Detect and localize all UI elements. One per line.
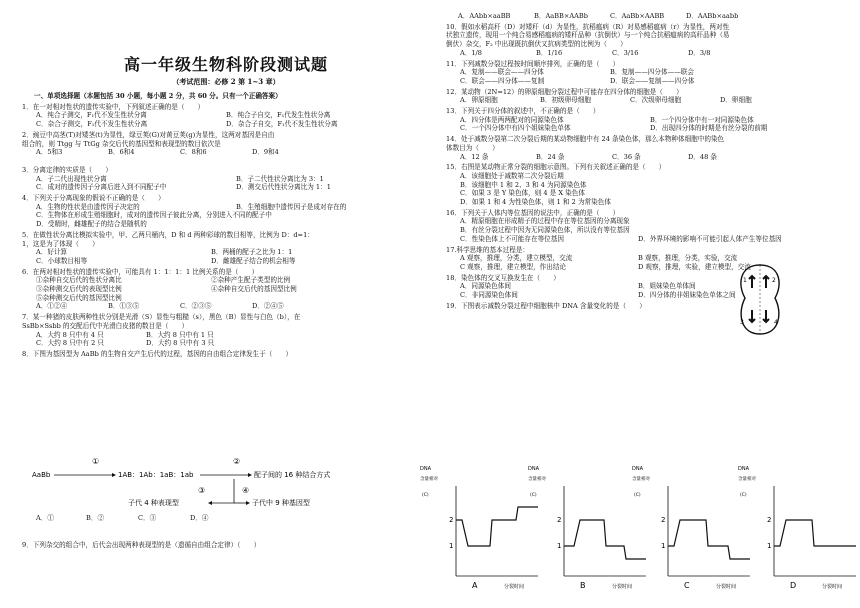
option-c[interactable]: C．小球数目相等	[36, 256, 88, 265]
question-10	[446, 23, 851, 58]
statement-4: ④杂种自交后代的基因型比例	[211, 285, 297, 294]
gamete-flow-diagram	[30, 455, 330, 517]
question-stem-cont: 状独立遗传，现用一个纯合易感稻瘟病的矮秆品种（抗倒伏）与一个纯合抗稻瘟病的高秆品种（易	[446, 31, 730, 40]
tick-label-1: 1	[449, 542, 454, 550]
option-row	[22, 285, 430, 294]
option-d[interactable]: D．48 条	[688, 152, 717, 161]
option-b[interactable]: B．一个四分体中有一对同源染色体	[650, 115, 754, 124]
y-axis-unit: (C)	[422, 493, 429, 498]
option-c[interactable]: C．联会——四分体——复制	[460, 76, 545, 85]
option-c[interactable]: C．非同源染色体间	[460, 291, 518, 300]
option-c[interactable]: C．3/16	[612, 48, 639, 57]
option-row	[446, 263, 851, 272]
question-15	[446, 163, 851, 207]
option-row	[446, 172, 851, 181]
option-d[interactable]: D．测交后代性状分离比为 1：1	[236, 183, 331, 192]
tick-label-2: 2	[661, 516, 666, 524]
chromosome-4-icon	[763, 310, 769, 322]
option-a[interactable]: A．同源染色体间	[460, 282, 511, 291]
question-11	[446, 60, 851, 86]
option-row	[446, 254, 851, 263]
question-stem-cont: SsBb×Ssbb 的交配后代中光滑白皮猪的数目是（ ）	[22, 321, 189, 330]
question-4	[22, 194, 430, 229]
option-b[interactable]: B．AaBB×AABb	[534, 12, 588, 20]
option-d[interactable]: D．AABb×aabb	[686, 12, 739, 20]
question-5	[22, 231, 430, 266]
y-axis-unit: (C)	[634, 493, 641, 498]
option-c[interactable]: C．性染色体上不可能存在等位基因	[460, 234, 564, 243]
left-column	[22, 92, 430, 359]
y-axis-label: 含量相对	[738, 477, 756, 482]
option-a[interactable]: A．纯合子测交，F₁代不发生性状分离	[36, 111, 147, 120]
option-row	[22, 302, 430, 311]
option-row	[446, 77, 851, 86]
question-8-options	[36, 514, 208, 523]
option-a[interactable]: A．卵原细胞	[460, 96, 498, 105]
option-a[interactable]: A．生物的性状是由遗传因子决定的	[36, 202, 140, 211]
question-12	[446, 88, 851, 105]
option-a[interactable]: A．精原细胞在形成精子的过程中存在等位基因的分离现象	[460, 217, 630, 226]
option-a[interactable]: A．大约 8 只中有 4 只	[36, 330, 104, 339]
option-a[interactable]: A．AAbb×aaBB	[458, 12, 511, 20]
step-2-marker: ②	[233, 457, 241, 466]
statement-5: ⑤杂种测交后代的基因型比例	[36, 293, 122, 302]
option-c[interactable]: C．36 条	[612, 152, 641, 161]
chromosome-label-1: 1	[743, 277, 747, 284]
question-stem: 15．右图是某动物正常分裂的细胞示意图。下列有关叙述正确的是（ ）	[446, 163, 666, 172]
option-b[interactable]: B．1/16	[536, 48, 563, 57]
question-stem: 4．下列关于分离现象的假说不正确的是（ ）	[22, 194, 165, 203]
question-13	[446, 107, 851, 133]
option-b[interactable]: B．两桶的配子之比为 1：1	[211, 248, 293, 257]
tick-label-2: 2	[557, 516, 562, 524]
page-title: 高一年级生物科阶段测试题	[123, 55, 328, 74]
chromosome-3-icon	[749, 310, 755, 322]
parent-genotype: AaBb	[32, 471, 51, 479]
option-d[interactable]: D．大约 8 只中有 3 只	[146, 339, 215, 348]
x-axis-label: 分裂时间	[822, 584, 843, 590]
option-c[interactable]: C．如果 3 是 Y 染色体，则 4 是 X 染色体	[460, 189, 585, 198]
arrowhead-1-icon	[112, 473, 116, 477]
option-d[interactable]: D．出现四分体的时期是有丝分裂的前期	[650, 124, 768, 133]
option-b[interactable]: B．生殖细胞中遗传因子是成对存在的	[236, 202, 347, 211]
tick-label-1: 1	[661, 542, 666, 550]
offspring-genotypes: 子代中 9 种基因型	[252, 499, 310, 507]
question-stem: 12．某动物（2N=12）的卵原细胞分裂过程中可能存在四分体的细胞是（ ）	[446, 87, 683, 96]
offspring-phenotypes: 子代 4 种表现型	[128, 499, 179, 507]
option-a[interactable]: A 观察，推理，分类，建立模型，交流	[460, 254, 573, 263]
graph-label: A	[472, 581, 478, 590]
option-row	[22, 211, 430, 220]
step-1-marker: ①	[92, 457, 100, 466]
option-d[interactable]: D．受精时，雌雄配子的结合是随机的	[36, 220, 147, 229]
option-c[interactable]: C．AaBb×AABB	[610, 12, 665, 20]
option-b[interactable]: B．6和4	[108, 148, 135, 157]
question-stem: 13．下列关于四分体的叙述中，不正确的是（ ）	[446, 107, 600, 116]
option-c[interactable]: C．次级卵母细胞	[630, 96, 682, 105]
option-b[interactable]: B．大约 8 只中有 1 只	[146, 330, 214, 339]
graph-label: B	[580, 581, 586, 590]
question-stem: 10．假如水稻高秆（D）对矮秆（d）为显性，抗稻瘟病（R）对易感稻瘟病（r）为显性，两对性	[446, 22, 730, 31]
y-axis-label: DNA	[632, 466, 644, 472]
x-axis-label: 分裂时间	[504, 584, 525, 590]
question-stem: 2．豌豆中高茎(T)对矮茎(t)为显性，绿豆荚(G)对黄豆荚(g)为显性，这两对基因是自由	[22, 130, 275, 139]
option-d[interactable]: D．④	[190, 514, 209, 522]
question-stem: 3．分离定律的实质是（ ）	[22, 165, 112, 174]
right-column	[446, 12, 851, 311]
question-stem: 6．在两对相对性状的遗传实验中，可能具有 1：1：1：1 比例关系的是（ ）	[22, 267, 259, 276]
statement-3: ③杂种测交后代的表现型比例	[36, 285, 122, 294]
question-9-options	[446, 12, 851, 21]
option-a[interactable]: A．该细胞处于减数第二次分裂后期	[460, 171, 564, 180]
option-d[interactable]: D．四分体的非姐妹染色单体之间	[638, 291, 736, 300]
option-b[interactable]: B．初级卵母细胞	[540, 96, 592, 105]
question-stem: 17.科学思维的基本过程是：	[446, 245, 530, 254]
question-stem-cont: 体数目为（ ）	[446, 143, 499, 152]
option-row	[22, 294, 430, 303]
statement-2: ②杂种产生配子类型的比例	[211, 276, 291, 285]
option-c[interactable]: C．杂合子测交，F₁代不发生性状分离	[36, 120, 148, 129]
option-row	[446, 226, 851, 235]
y-axis-unit: (C)	[530, 493, 537, 498]
option-row	[22, 331, 430, 340]
option-row	[22, 183, 430, 192]
option-d[interactable]: D．如果 1 和 4 为性染色体，则 1 和 2 为常染色体	[460, 198, 611, 207]
option-row	[446, 217, 851, 226]
option-row	[22, 220, 430, 229]
option-row	[22, 248, 430, 257]
question-6	[22, 268, 430, 312]
y-axis-unit: (C)	[740, 493, 747, 498]
question-14	[446, 135, 851, 161]
option-a[interactable]: A．子二代出现性状分离	[36, 174, 107, 183]
option-row	[446, 291, 851, 300]
question-16	[446, 209, 851, 244]
option-row	[22, 111, 430, 120]
question-18	[446, 274, 851, 300]
option-b[interactable]: B．姐妹染色单体间	[638, 282, 696, 291]
arrowhead-3-icon	[208, 501, 212, 505]
question-9-stem: 9．下列杂交的组合中，后代会出现两种表现型的是（遗循自由组合定律）（ ）	[22, 541, 261, 549]
option-row	[446, 68, 851, 77]
option-a[interactable]: A．5和3	[36, 148, 63, 157]
question-stem: 14．处于减数分裂第二次分裂后期的某动物细胞中有 24 条染色体，那么本物种体细胞中的染色	[446, 135, 725, 144]
option-d[interactable]: D．②④⑤	[252, 302, 284, 311]
option-a[interactable]: A．①	[36, 514, 54, 522]
option-row	[446, 235, 851, 244]
option-a[interactable]: A．复制——联会——四分体	[460, 68, 544, 77]
chromosome-1-icon	[749, 276, 755, 288]
question-17	[446, 246, 851, 272]
dna-content-graphs	[416, 458, 856, 604]
option-row	[22, 257, 430, 266]
option-row	[446, 124, 851, 133]
cell-division-diagram	[735, 262, 785, 338]
option-d[interactable]: D 观察，推理，实验，建立模型，交流	[638, 262, 751, 271]
option-b[interactable]: B．纯合子自交，F₁代发生性状分离	[226, 111, 331, 120]
dna-curve	[774, 520, 856, 546]
option-a[interactable]: A．四分体是两两配对的同源染色体	[460, 115, 564, 124]
option-b[interactable]: B．子二代性状分离比为 3：1	[236, 174, 324, 183]
gamete-ratio: 1AB：1Ab：1aB：1ab	[118, 471, 194, 479]
graph-label: D	[790, 581, 797, 590]
statement-1: ①杂种自交后代的性状分离比	[36, 276, 122, 285]
x-axis-label: 分裂时间	[716, 584, 737, 590]
question-stem: 1．在一对相对性状的遗传实验中，下列叙述正确的是（ ）	[22, 102, 205, 111]
question-8	[22, 350, 430, 359]
dna-curve	[456, 507, 538, 546]
option-b[interactable]: B．该细胞中 1 和 2、3 和 4 为同源染色体	[460, 180, 587, 189]
tick-label-2: 2	[767, 516, 772, 524]
option-b[interactable]: B．①③⑤	[108, 302, 140, 311]
option-row	[22, 120, 430, 129]
option-row	[446, 282, 851, 291]
option-row	[22, 276, 430, 285]
question-stem: 16．下列关于人体内等位基因的说法中，正确的是（ ）	[446, 208, 620, 217]
option-b[interactable]: B．复制——四分体——联会	[610, 68, 694, 77]
tick-label-1: 1	[557, 542, 562, 550]
option-a[interactable]: A．①②④	[36, 302, 68, 311]
option-d[interactable]: D．卵细胞	[720, 96, 752, 105]
option-row	[22, 339, 430, 348]
option-d[interactable]: D．3/8	[688, 48, 711, 57]
chromosome-label-3: 3	[740, 319, 744, 326]
question-stem: 8．下图为基因型为 AaBb 的生物自交产生后代的过程，基因的自由组合定律发生于（ ）	[22, 349, 293, 358]
question-19	[446, 302, 851, 311]
option-row	[22, 148, 430, 157]
option-c[interactable]: C．大约 8 只中有 2 只	[36, 339, 104, 348]
y-axis-label: 含量相对	[528, 477, 546, 482]
chromosome-label-4: 4	[774, 319, 778, 326]
option-b[interactable]: B．有丝分裂过程中因为无同源染色体，所以没有等位基因	[460, 226, 630, 235]
option-d[interactable]: D．外界环境的影响不可能引起人体产生等位基因	[638, 234, 782, 243]
question-2	[22, 131, 430, 157]
step-3-marker: ③	[198, 486, 206, 495]
y-axis-label: DNA	[738, 466, 750, 472]
dna-curve	[564, 520, 646, 559]
graph-label: C	[684, 581, 690, 590]
question-stem: 18．染色体的交叉互换发生在（ ）	[446, 273, 560, 282]
option-c[interactable]: C．②③⑤	[180, 302, 212, 311]
option-a[interactable]: A．好计算	[36, 248, 68, 257]
option-c[interactable]: C．成对的遗传因子分离后进入到不同配子中	[36, 183, 167, 192]
question-stem-cont: 组合的，则 Ttgg 与 TtGg 杂交后代的基因型和表现型的数目依次是	[22, 139, 221, 148]
option-c[interactable]: C．一个四分体中有四个姐妹染色单体	[460, 124, 571, 133]
option-b[interactable]: B 观察，推理，分类，实验，交流	[638, 254, 738, 263]
option-row	[446, 189, 851, 198]
question-1	[22, 103, 430, 129]
question-stem: 11．下列减数分裂过程按时间顺序排列，正确的是（ ）	[446, 59, 620, 68]
question-stem: 7．某一种猪的皮肤两种性状分别是光滑（S）显性与粗糙（s），黑色（B）显性与白色（b），在	[22, 313, 301, 322]
exam-scope: （考试范围：必修 2 第 1~3 章）	[172, 77, 280, 86]
option-d[interactable]: D．雌雄配子结合的机会相等	[211, 256, 296, 265]
step-4-marker: ④	[242, 486, 250, 495]
section-heading: 一、单项选择题（本题包括 30 小题，每小题 2 分，共 60 分。只有一个正确答案）	[34, 92, 282, 100]
dna-curve	[668, 520, 750, 559]
option-row	[446, 96, 851, 105]
option-c[interactable]: C．③	[138, 514, 157, 522]
y-axis-label: 含量相对	[632, 477, 650, 482]
option-row	[446, 49, 851, 58]
question-3	[22, 166, 430, 192]
option-c[interactable]: C．生物体在形成生殖细胞时，成对的遗传因子彼此分离，分别进入不同的配子中	[36, 211, 272, 220]
option-d[interactable]: D．联会——复制——四分体	[610, 76, 695, 85]
option-b[interactable]: B．②	[86, 514, 105, 522]
question-stem: 5．在做性状分离比模拟实验中，甲、乙两只桶内，D 和 d 两种彩球的数目相等，比例为 D：d=1：	[22, 230, 314, 239]
option-row	[446, 198, 851, 207]
question-7	[22, 313, 430, 348]
question-stem-cont: 1，这是为了体现（ ）	[22, 239, 99, 248]
gamete-combination: 配子间的 16 种结合方式	[254, 471, 330, 479]
arrowhead-2-icon	[248, 473, 252, 477]
option-d[interactable]: D．9和4	[252, 148, 279, 157]
question-stem-cont: 倒伏）杂交，F₂ 中出现既抗倒伏又抗病类型的比例为（ ）	[446, 40, 627, 49]
tick-label-1: 1	[767, 542, 772, 550]
option-a[interactable]: A．12 条	[460, 152, 489, 161]
question-stem: 19．下图表示减数分裂过程中细胞核中 DNA 含量变化的是（ ）	[446, 301, 646, 310]
option-row	[446, 153, 851, 162]
arrowhead-4-icon	[246, 501, 250, 505]
option-c[interactable]: C 观察，推理，建立模型，作出结论	[460, 262, 567, 271]
option-c[interactable]: C．8和6	[180, 148, 207, 157]
y-axis-label: 含量相对	[420, 477, 438, 482]
chromosome-label-2: 2	[772, 277, 776, 284]
option-a[interactable]: A．1/8	[460, 48, 482, 57]
x-axis-label: 分裂时间	[612, 584, 633, 590]
option-b[interactable]: B．24 条	[536, 152, 565, 161]
tick-label-2: 2	[449, 516, 454, 524]
y-axis-label: DNA	[420, 466, 432, 472]
option-d[interactable]: D．杂合子自交，F₁代不发生性状分离	[226, 120, 338, 129]
y-axis-label: DNA	[528, 466, 540, 472]
chromosome-2-icon	[763, 276, 769, 288]
